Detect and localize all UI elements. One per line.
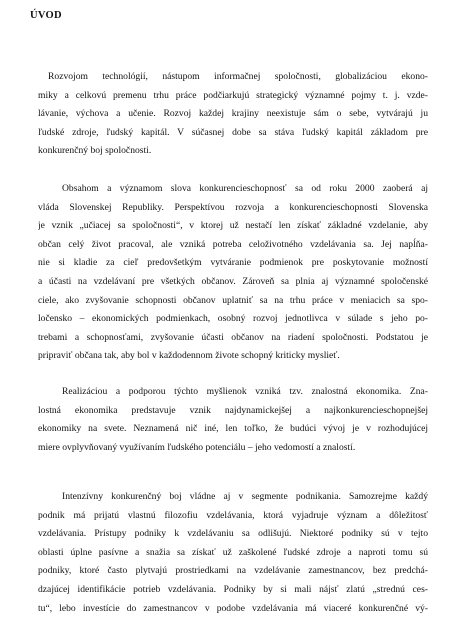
paragraph-line: lostná ekonomika predstavuje vznik najdynamickejšej a najkonkurencieschopnejšej (38, 404, 428, 416)
paragraph-line: trebami a schopnosťami, zvyšovanie účasti občanov na riadení spoločnosti. Podstatou je (38, 331, 428, 343)
paragraph-line: pripraviť občana tak, aby bol v každodennom živote schopný kriticky myslieť. (38, 350, 340, 362)
paragraph-line: občan celý život pracoval, ale vzniká potreba celoživotného vzdelávania sa. Jej napĺňa- (38, 238, 428, 250)
paragraph-line: podnik má prijatú vlastnú filozofiu vzdelávania, ktorá vyjadruje význam a dôležitosť (38, 509, 428, 521)
paragraph-line: ločensko – ekonomických podmienkach, osobný rozvoj jednotlivca v súlade s jeho po- (38, 313, 428, 325)
paragraph-line: miky a celkovú premenu trhu práce podčiarkujú strategický významné pojmy t. j. vzde- (38, 89, 428, 101)
paragraph-line: je vznik „učiacej sa spoločnosti“, v ktorej už nestačí len získať základné vzdelanie, aby (38, 220, 428, 232)
paragraph-line: Obsahom a významom slova konkurencieschopnosť sa od roku 2000 zaoberá aj (62, 183, 428, 194)
section-heading: ÚVOD (30, 10, 62, 21)
paragraph-line: vláda Slovenskej Republiky. Perspektívou rozvoja a konkurencieschopnosti Slovenska (38, 201, 428, 213)
paragraph-line: Intenzívny konkurenčný boj vládne aj v segmente podnikania. Samozrejme každý (62, 491, 428, 502)
paragraph-line: Rozvojom technológií, nástupom informačnej spoločnosti, globalizáciou ekono- (48, 71, 428, 82)
paragraph-line: Realizáciou a podporou týchto myšlienok vzniká tzv. znalostná ekonomika. Zna- (62, 386, 428, 397)
paragraph-line: a účasti na vzdelávaní pre všetkých občanov. Zároveň sa plnia aj významné spoločenské (38, 275, 428, 287)
paragraph-line: tu“, lebo investície do zamestnancov v podobe vzdelávania má viaceré konkurenčné vý- (38, 602, 428, 614)
paragraph-line: oblasti úplne pasívne a snažia sa získať už zaškolené ľudské zdroje a naproti tomu sú (38, 546, 428, 558)
paragraph-line: konkurenčný boj spoločnosti. (38, 145, 152, 157)
paragraph-line: podniky, ktoré často plytvajú prostriedkami na vzdelávanie zamestnancov, bez predchá- (38, 565, 428, 577)
paragraph-intro (38, 68, 428, 161)
paragraph-line: dzajúcej identifikácie potrieb vzdelávania. Podniky by si mali nájsť zlatú „strednú ces- (38, 583, 428, 595)
paragraph-knowledge-economy (38, 383, 428, 457)
paragraph-line: nie si kladie za cieľ predovšetkým vytváranie podmienok pre poskytovanie možností (38, 257, 428, 269)
paragraph-line: miere ovplyvňovaný využívaním ľudského potenciálu – jeho vedomostí a znalostí. (38, 441, 356, 453)
paragraph-business-competition (38, 488, 428, 618)
paragraph-line: ľudské zdroje, ľudský kapitál. V súčasnej dobe sa stáva ľudský kapitál základom pre (38, 126, 428, 138)
paragraph-competitiveness (38, 180, 428, 366)
paragraph-line: lávanie, výchova a učenie. Rozvoj každej krajiny neexistuje sám o sebe, vytvárajú ju (38, 108, 428, 120)
paragraph-line: ekonomiky na svete. Neznamená nič iné, len toľko, že budúci vývoj je v rozhodujúcej (38, 423, 428, 435)
paragraph-line: vzdelávania. Prístupy podniky k vzdelávaniu sa odlišujú. Niektoré podniky sú v tejto (38, 528, 428, 540)
paragraph-line: ciele, ako zvyšovanie schopnosti občanov uplatniť sa na trhu práce v meniacich sa spo- (38, 294, 428, 306)
